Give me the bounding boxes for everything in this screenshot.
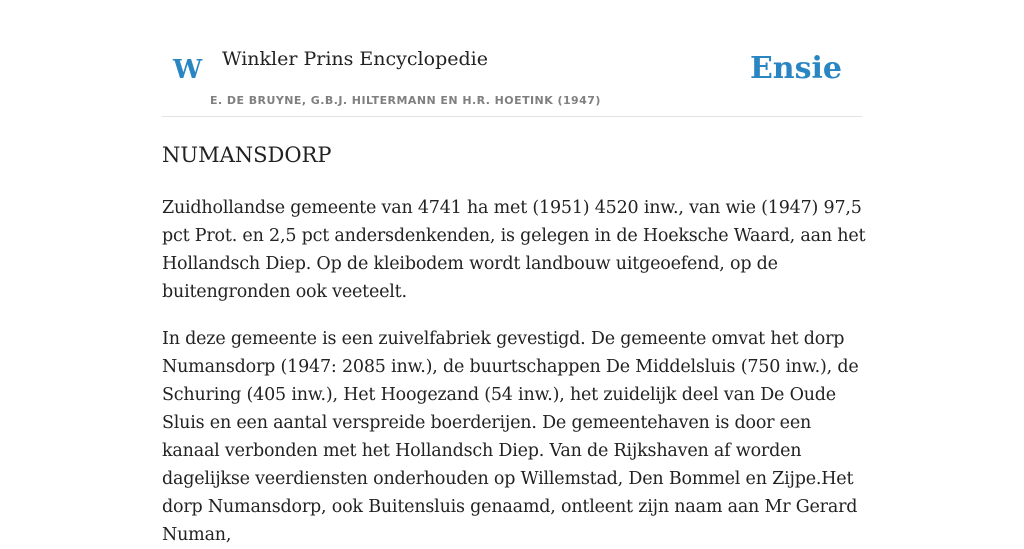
edition-authors: E. DE BRUYNE, G.B.J. HILTERMANN EN H.R. HOETINK (1947) [210,94,601,107]
winkler-prins-logo[interactable]: W [173,55,203,85]
ensie-logo-link[interactable]: Ensie [749,51,842,86]
article-paragraph: Zuidhollandse gemeente van 4741 ha met (1951) 4520 inw., van wie (1947) 97,5 pct Prot. en 2,5 pct andersdenkenden, is gelegen in de Hoeksche Waard, aan het Hollandsch Diep. Op de kleibodem wordt landbouw uitgeoefend, op de buitengronden ook veeteelt. [162,198,866,302]
article [162,138,866,549]
site-header [162,40,862,117]
article-paragraph: In deze gemeente is een zuivelfabriek gevestigd. De gemeente omvat het dorp Numansdorp (1947: 2085 inw.), de buurtschappen De Middelsluis (750 inw.), de Schuring (405 inw.), Het Hoogezand (54 inw.), het zuidelijk deel van De Oude Sluis en een aantal verspreide boerderijen. De gemeentehaven is door een kanaal verbonden met het Hollandsch Diep. Van de Rijkshaven af worden dagelijkse veerdiensten onderhouden op Willemstad, Den Bommel en Zijpe.Het dorp Numansdorp, ook Buitensluis genaamd, ontleent zijn naam aan Mr Gerard Numan, [162,329,859,545]
article-body [162,194,866,549]
article-title: NUMANSDORP [162,143,332,167]
site-title: Winkler Prins Encyclopedie [222,48,488,70]
